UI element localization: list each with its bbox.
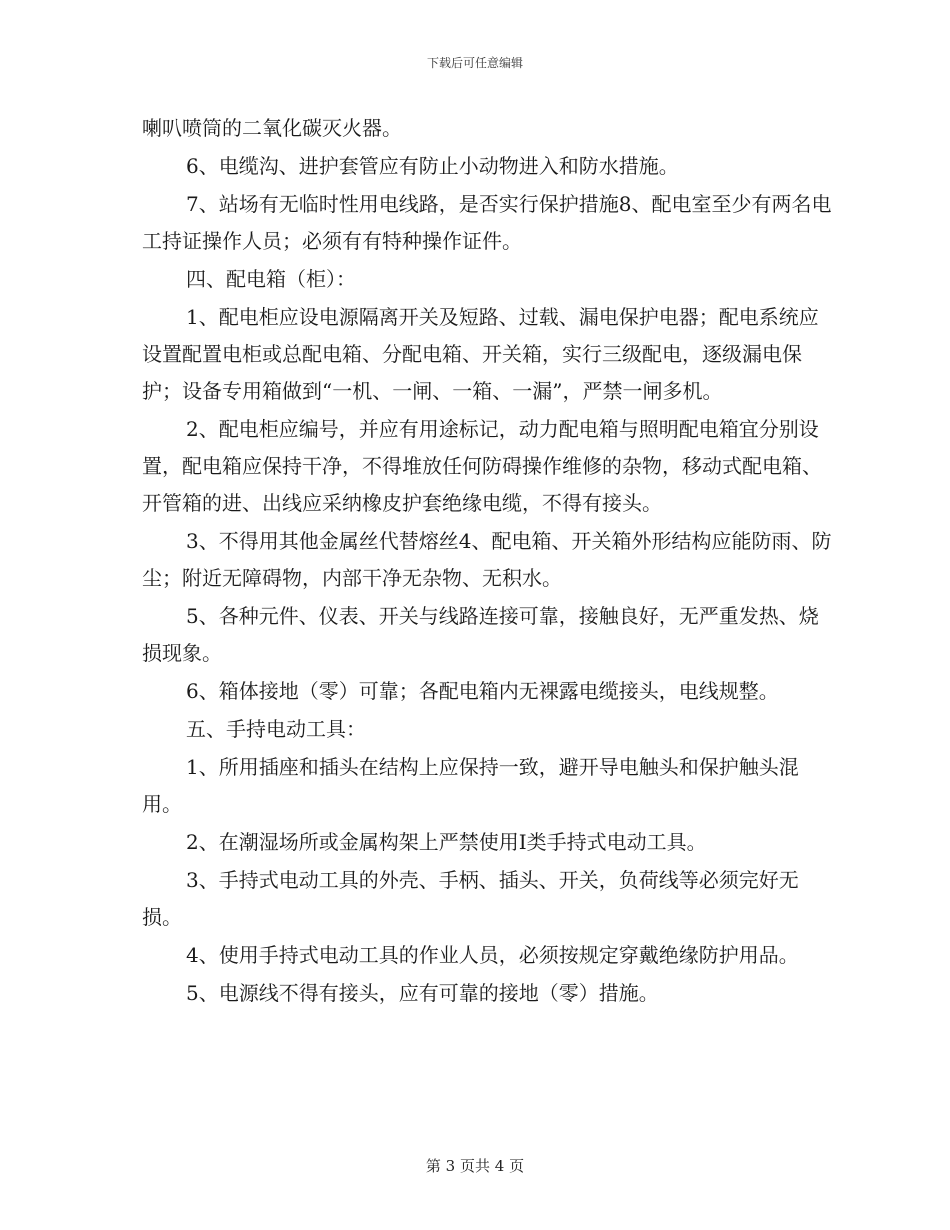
paragraph: 4、使用手持式电动工具的作业人员，必须按规定穿戴绝缘防护用品。 [186,943,799,967]
section-heading: 四、配电箱（柜）： [186,267,356,291]
paragraph: 6、箱体接地（零）可靠；各配电箱内无裸露电缆接头，电线规整。 [186,679,779,703]
paragraph: 2、配电柜应编号，并应有用途标记，动力配电箱与照明配电箱宜分别设置，配电箱应保持干净，不得堆放任何防碍操作维修的杂物，移动式配电箱、开管箱的进、出线应采纳橡皮护套绝缘电缆，不得有接头。 [142,417,822,515]
paragraph: 2、在潮湿场所或金属构架上严禁使用Ⅰ类手持式电动工具。 [186,830,707,854]
paragraph: 5、各种元件、仪表、开关与线路连接可靠，接触良好，无严重发热、烧损现象。 [142,604,819,665]
paragraph: 1、配电柜应设电源隔离开关及短路、过载、漏电保护电器；配电系统应设置配置电柜或总配电箱、分配电箱、开关箱，实行三级配电，逐级漏电保护；设备专用箱做到“一机、一闸、一箱、一漏”，严禁一闸多机。 [142,305,819,403]
page-footer: 第 3 页共 4 页 [425,1157,525,1175]
section-heading: 五、手持电动工具： [186,717,366,741]
page-header: 下载后可任意编辑 [426,56,523,70]
paragraph: 6、电缆沟、进护套管应有防止小动物进入和防水措施。 [186,154,679,178]
paragraph: 3、手持式电动工具的外壳、手柄、插头、开关，负荷线等必须完好无损。 [142,868,799,929]
paragraph: 7、站场有无临时性用电线路，是否实行保护措施8、配电室至少有两名电工持证操作人员；必须有有特种操作证件。 [142,192,832,253]
paragraph: 1、所用插座和插头在结构上应保持一致，避开导电触头和保护触头混用。 [142,755,799,816]
document-body [142,110,832,1013]
paragraph: 5、电源线不得有接头，应有可靠的接地（零）措施。 [186,981,659,1005]
paragraph: 喇叭喷筒的二氧化碳灭火器。 [142,116,402,140]
paragraph: 3、不得用其他金属丝代替熔丝4、配电箱、开关箱外形结构应能防雨、防尘；附近无障碍物，内部干净无杂物、无积水。 [142,529,832,590]
